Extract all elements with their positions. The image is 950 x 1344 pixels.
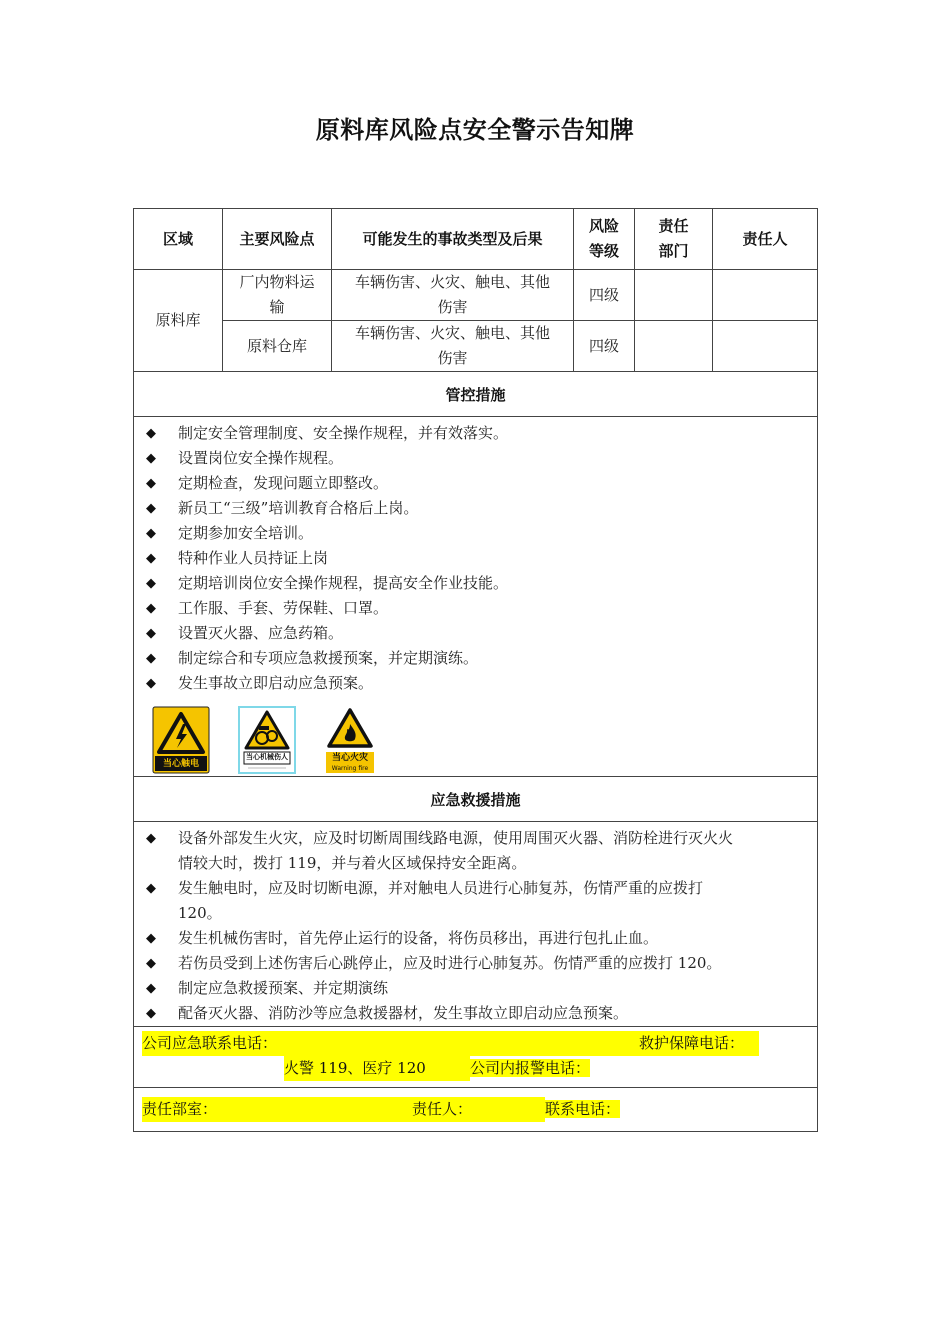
bullet-icon: ◆ (146, 501, 156, 516)
list-item (134, 646, 817, 671)
responsibility-cell (134, 1088, 818, 1132)
accident-line1: 车辆伤害、火灾、触电、其他 (354, 324, 550, 342)
list-item-text: 工作服、手套、劳保鞋、口罩。 (178, 599, 389, 617)
fire-warning-icon (324, 706, 376, 774)
accident-cell (332, 270, 574, 321)
dept-cell (635, 270, 713, 321)
machine-injury-sign (238, 706, 296, 774)
emergency-list-row (134, 822, 818, 1027)
table-row (134, 321, 818, 372)
sign-label: 当心机械伤人 (246, 753, 288, 761)
list-item-text: 设置岗位安全操作规程。 (178, 449, 344, 467)
fire-warning-sign (324, 706, 376, 774)
header-risk-level-line2: 等级 (588, 242, 619, 260)
bullet-icon: ◆ (146, 576, 156, 591)
risk-cell (223, 270, 332, 321)
person-cell (713, 321, 818, 372)
list-item (134, 1001, 817, 1026)
list-item-text: 设置灭火器、应急药箱。 (178, 624, 344, 642)
risk-info-table (133, 208, 818, 1132)
contacts-line1 (134, 1027, 817, 1056)
electric-shock-sign (152, 706, 210, 774)
bullet-icon: ◆ (146, 956, 156, 971)
control-heading-row (134, 372, 818, 417)
emergency-heading-row (134, 777, 818, 822)
accident-line1: 车辆伤害、火灾、触电、其他 (354, 273, 550, 291)
list-item-text: 发生机械伤害时，首先停止运行的设备，将伤员移出，再进行包扎止血。 (178, 929, 659, 947)
list-item-text: 120。 (178, 904, 222, 922)
company-emergency-phone-label: 公司应急联系电话： (142, 1031, 639, 1056)
contact-phone-label: 联系电话： (545, 1100, 621, 1118)
list-item-text: 配备灭火器、消防沙等应急救援器材，发生事故立即启动应急预案。 (178, 1004, 629, 1022)
list-item-text: 情较大时，拨打 119，并与着火区域保持安全距离。 (178, 854, 527, 872)
rescue-phone-label: 救护保障电话： (639, 1031, 759, 1056)
list-item-text: 发生触电时，应及时切断电源，并对触电人员进行心肺复苏，伤情严重的应拨打 (178, 879, 704, 897)
bullet-icon: ◆ (146, 551, 156, 566)
table-row (134, 270, 818, 321)
list-item (134, 826, 817, 876)
bullet-icon: ◆ (146, 651, 156, 666)
header-main-risk: 主要风险点 (223, 209, 332, 270)
bullet-icon: ◆ (146, 626, 156, 641)
sign-label: 当心火灾 (331, 753, 368, 763)
bullet-icon: ◆ (146, 451, 156, 466)
list-item-text: 若伤员受到上述伤害后心跳停止，应及时进行心肺复苏。伤情严重的应拨打 120。 (178, 954, 722, 972)
list-item (134, 976, 817, 1001)
list-item-text: 制定应急救援预案、并定期演练 (178, 979, 389, 997)
risk-cell: 原料仓库 (223, 321, 332, 372)
header-accident-type: 可能发生的事故类型及后果 (332, 209, 574, 270)
area-cell: 原料库 (134, 270, 223, 372)
bullet-icon: ◆ (146, 476, 156, 491)
emergency-list (134, 822, 818, 1027)
person-cell (713, 270, 818, 321)
header-responsible-person: 责任人 (713, 209, 818, 270)
list-item-text: 发生事故立即启动应急预案。 (178, 674, 374, 692)
list-item (134, 671, 817, 696)
contacts-cell (134, 1027, 818, 1088)
header-dept-line1: 责任 (658, 217, 689, 235)
list-item (134, 926, 817, 951)
machine-injury-icon (238, 706, 296, 774)
list-item-text: 定期参加安全培训。 (178, 524, 314, 542)
bullet-icon: ◆ (146, 676, 156, 691)
list-item (134, 421, 817, 446)
list-item (134, 496, 817, 521)
list-item (134, 951, 817, 976)
responsible-dept-label: 责任部室： (142, 1097, 412, 1122)
contacts-line2 (134, 1056, 817, 1081)
header-row (134, 209, 818, 270)
bullet-icon: ◆ (146, 426, 156, 441)
level-cell: 四级 (574, 270, 635, 321)
control-heading: 管控措施 (134, 372, 818, 417)
list-item-text: 定期检查，发现问题立即整改。 (178, 474, 389, 492)
list-item (134, 546, 817, 571)
responsible-person-label: 责任人： (412, 1097, 545, 1122)
contacts-row (134, 1027, 818, 1088)
accident-line2: 伤害 (437, 298, 468, 316)
control-list (134, 417, 818, 777)
risk-line2: 输 (269, 298, 285, 316)
list-item-text: 特种作业人员持证上岗 (178, 549, 329, 567)
list-item-text: 新员工“三级”培训教育合格后上岗。 (178, 499, 419, 517)
internal-alarm-phone-label: 公司内报警电话： (470, 1059, 591, 1077)
bullet-icon: ◆ (146, 601, 156, 616)
header-risk-level (574, 209, 635, 270)
bullet-icon: ◆ (146, 1006, 156, 1021)
accident-cell (332, 321, 574, 372)
accident-line2: 伤害 (437, 349, 468, 367)
level-cell: 四级 (574, 321, 635, 372)
sign-sublabel: Warning fire (331, 765, 369, 772)
header-responsible-dept (635, 209, 713, 270)
header-risk-level-line1: 风险 (588, 217, 619, 235)
list-item (134, 571, 817, 596)
list-item (134, 621, 817, 646)
list-item (134, 471, 817, 496)
list-item (134, 596, 817, 621)
control-list-row (134, 417, 818, 777)
bullet-icon: ◆ (146, 981, 156, 996)
fire-medical-numbers: 火警 119、医疗 120 (284, 1056, 470, 1081)
bullet-icon: ◆ (146, 881, 156, 896)
list-item (134, 446, 817, 471)
dept-cell (635, 321, 713, 372)
responsibility-line (134, 1097, 817, 1122)
sign-label: 当心触电 (162, 759, 199, 769)
header-area: 区域 (134, 209, 223, 270)
list-item-text: 制定综合和专项应急救援预案，并定期演练。 (178, 649, 479, 667)
list-item (134, 876, 817, 926)
risk-line1: 厂内物料运 (239, 273, 315, 291)
list-item-text: 设备外部发生火灾，应及时切断周围线路电源，使用周围灭火器、消防栓进行灭火火 (178, 829, 734, 847)
page-title: 原料库风险点安全警示告知牌 (315, 116, 635, 144)
header-dept-line2: 部门 (658, 242, 689, 260)
warning-signs (134, 696, 817, 776)
list-item (134, 521, 817, 546)
bullet-icon: ◆ (146, 931, 156, 946)
responsibility-row (134, 1088, 818, 1132)
list-item-text: 制定安全管理制度、安全操作规程，并有效落实。 (178, 424, 509, 442)
list-item-text: 定期培训岗位安全操作规程，提高安全作业技能。 (178, 574, 509, 592)
bullet-icon: ◆ (146, 526, 156, 541)
emergency-heading: 应急救援措施 (134, 777, 818, 822)
bullet-icon: ◆ (146, 831, 156, 846)
